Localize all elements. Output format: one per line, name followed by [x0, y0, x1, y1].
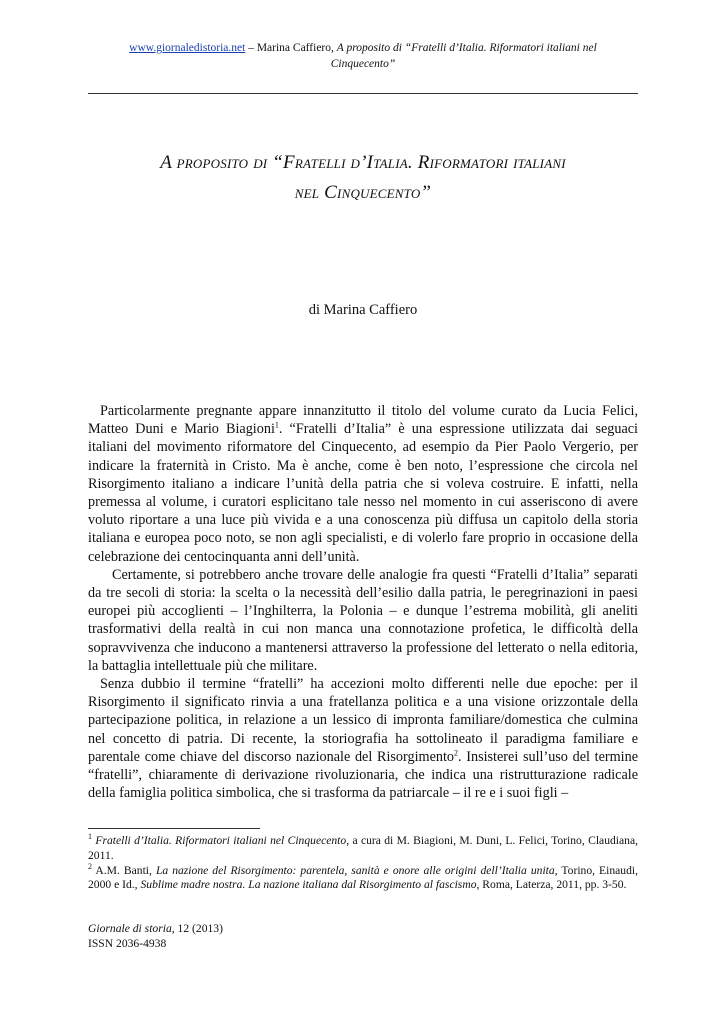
- paragraph-3-text: Senza dubbio il termine “fratelli” ha accezioni molto differenti nelle due epoche: per il Risorgimento il significato rinvia a una fratellanza politica e a una visione orizzontale della partecipazione politica, in relazione a un lessico di impronta familiare/domestica che culmina nel concetto di patria. Di recente, la storiografia ha sottolineato il paradigma familiare e parentale come chiave del discorso nazionale del Risorgimento: [88, 676, 638, 765]
- page-footer: [88, 921, 388, 951]
- footnote-2-title-1: La nazione del Risorgimento: parentela, sanità e onore alle origini dell’Italia unita: [155, 863, 555, 877]
- paragraph-1-text: Particolarmente pregnante appare innanzitutto il titolo del volume curato da Lucia Felici, Matteo Duni e Mario Biagioni: [88, 403, 638, 438]
- footnote-ref-1[interactable]: 1: [274, 420, 279, 430]
- footnote-1: [88, 834, 638, 864]
- paragraph-1-text-cont: . “Fratelli d’Italia” è una espressione utilizzata dai seguaci italiani del movimento riformatore del Cinquecento, ad esempio da Pier Paolo Vergerio, per indicare la fraternità in Cristo. Ma è anche, come è ben noto, l’espressione che circola nel Risorgimento italiano a indicare l’unità della patria che si voleva costruire. E infatti, nella premessa al volume, i curatori esplicitano tale nesso nel momento in cui asseriscono di avere voluto riportare a una luce più vivida e a una conoscenza più diffusa un capitolo della storia italiana e europea poco noto, se non agli specialisti, e di volerlo fare proprio in occasione della celebrazione dei centocinquanta anni dell’unità.: [88, 421, 638, 565]
- header-author: Marina Caffiero,: [256, 42, 337, 54]
- paragraph-2: Certamente, si potrebbero anche trovare delle analogie fra questi “Fratelli d’Italia” separati da tre secoli di storia: la scelta o la necessità dell’esilio dalla patria, le peregrinazioni in paesi europei più accoglienti – l’Inghilterra, la Polonia – e dunque l’estrema mobilità, gli aneliti trasformativi della realtà in cui non manca una connotazione profetica, le difficoltà della sopravvivenza che inducono a mantenersi attraverso la professione del letterato o nella editoria, la battaglia intellettuale più che militare.: [88, 566, 638, 674]
- footnote-2-text-end: , Roma, Laterza, 2011, pp. 3-50.: [476, 878, 627, 892]
- site-link[interactable]: www.giornaledistoria.net: [129, 42, 246, 54]
- paragraph-3-text-cont: . Insisterei sull’uso del termine “fratelli”, chiaramente di derivazione rivoluzionaria, che indica una ristrutturazione radicale della famiglia politica simbolica, che si trasforma da patriarcale – il re e i suoi figli –: [88, 748, 638, 802]
- footnote-2-text: , Torino, Einaudi, 2000 e Id.,: [88, 863, 639, 892]
- footnote-1-text: , a cura di M. Biagioni, M. Duni, L. Felici, Torino, Claudiana, 2011.: [88, 834, 639, 862]
- article-body: [88, 402, 638, 802]
- footnote-2-author: A.M. Banti,: [95, 863, 156, 877]
- footnote-1-title: Fratelli d’Italia. Riformatori italiani nel Cinquecento: [95, 834, 347, 847]
- title-line-2: nel Cinquecento”: [294, 182, 432, 203]
- header-divider: [88, 93, 638, 94]
- article-title: [88, 148, 638, 208]
- issn: ISSN 2036-4938: [88, 937, 167, 950]
- paragraph-3: [88, 675, 638, 802]
- footnote-2: [88, 861, 639, 894]
- header-citation-cont: Cinquecento”: [330, 58, 396, 70]
- running-header: [88, 40, 638, 72]
- footnote-divider: [88, 828, 260, 829]
- footnotes: [88, 834, 638, 893]
- header-citation: A proposito di “Fratelli d’Italia. Riformatori italiani nel: [336, 42, 597, 54]
- footnote-1-number: 1: [88, 832, 92, 842]
- journal-issue: , 12 (2013): [171, 922, 223, 935]
- footnote-2-number: 2: [88, 861, 92, 871]
- footnote-2-title-2: Sublime madre nostra. La nazione italiana dal Risorgimento al fascismo: [140, 878, 477, 892]
- paragraph-1: [88, 402, 638, 566]
- journal-name: Giornale di storia: [88, 922, 172, 935]
- header-separator: –: [245, 42, 257, 54]
- byline: di Marina Caffiero: [308, 302, 418, 318]
- footnote-ref-2[interactable]: 2: [454, 748, 458, 758]
- title-line-1: A proposito di “Fratelli d’Italia. Riformatori italiani: [160, 152, 566, 173]
